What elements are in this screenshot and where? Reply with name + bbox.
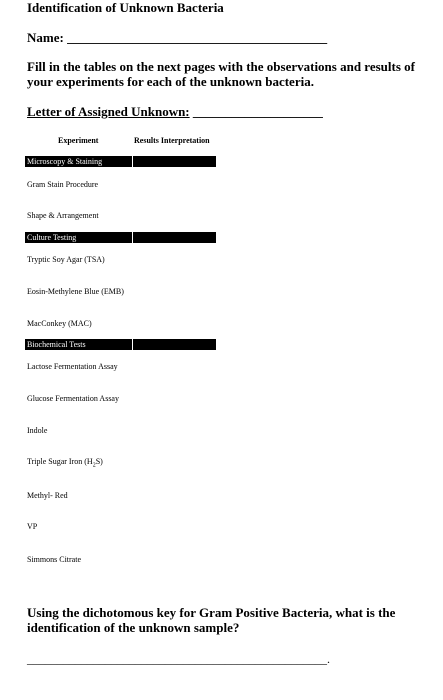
- table-row: Indole: [27, 426, 48, 435]
- section-header-biochemical: [25, 339, 216, 350]
- section-label: Microscopy & Staining: [27, 157, 103, 166]
- letter-label: Letter of Assigned Unknown:: [27, 104, 190, 119]
- column-results: Results: [134, 136, 159, 145]
- table-row: Lactose Fermentation Assay: [27, 362, 118, 371]
- column-interpretation: Interpretation: [160, 136, 210, 145]
- table-row: Methyl- Red: [27, 491, 68, 500]
- table-row: MacConkey (MAC): [27, 319, 92, 328]
- page-title: Identification of Unknown Bacteria: [27, 0, 224, 15]
- column-experiment: Experiment: [58, 136, 99, 145]
- table-row: Glucose Fermentation Assay: [27, 394, 119, 403]
- column-divider: [132, 156, 133, 167]
- table-row: Simmons Citrate: [27, 555, 81, 564]
- section-header-microscopy: [25, 156, 216, 167]
- instructions: Fill in the tables on the next pages with the observations and results of your experiments for each of the unknown bacteria.: [27, 59, 415, 89]
- name-label: Name:: [27, 30, 64, 45]
- table-row-tsi: [27, 457, 103, 469]
- section-label: Biochemical Tests: [27, 340, 86, 349]
- table-row: Shape & Arrangement: [27, 211, 99, 220]
- question-text: Using the dichotomous key for Gram Positive Bacteria, what is the identification of the unknown sample?: [27, 605, 396, 635]
- table-row: Eosin-Methylene Blue (EMB): [27, 287, 124, 296]
- letter-field[interactable]: [27, 104, 323, 120]
- name-field[interactable]: [27, 30, 327, 46]
- answer-line[interactable]: __________________________________________________.: [27, 652, 330, 666]
- name-blank: ________________________________________: [63, 30, 328, 45]
- section-header-culture: [25, 232, 216, 243]
- tsi-subscript: 2: [92, 462, 96, 469]
- table-row: Gram Stain Procedure: [27, 180, 99, 189]
- table-row: VP: [27, 522, 38, 531]
- column-results-interpretation: [134, 136, 210, 145]
- section-label: Culture Testing: [27, 233, 77, 242]
- column-divider: [132, 339, 133, 350]
- table-row: Tryptic Soy Agar (TSA): [27, 255, 105, 264]
- letter-blank: ____________________: [189, 104, 323, 119]
- tsi-text: Triple Sugar Iron (H: [27, 457, 93, 466]
- tsi-suffix: S): [95, 457, 103, 466]
- column-divider: [132, 232, 133, 243]
